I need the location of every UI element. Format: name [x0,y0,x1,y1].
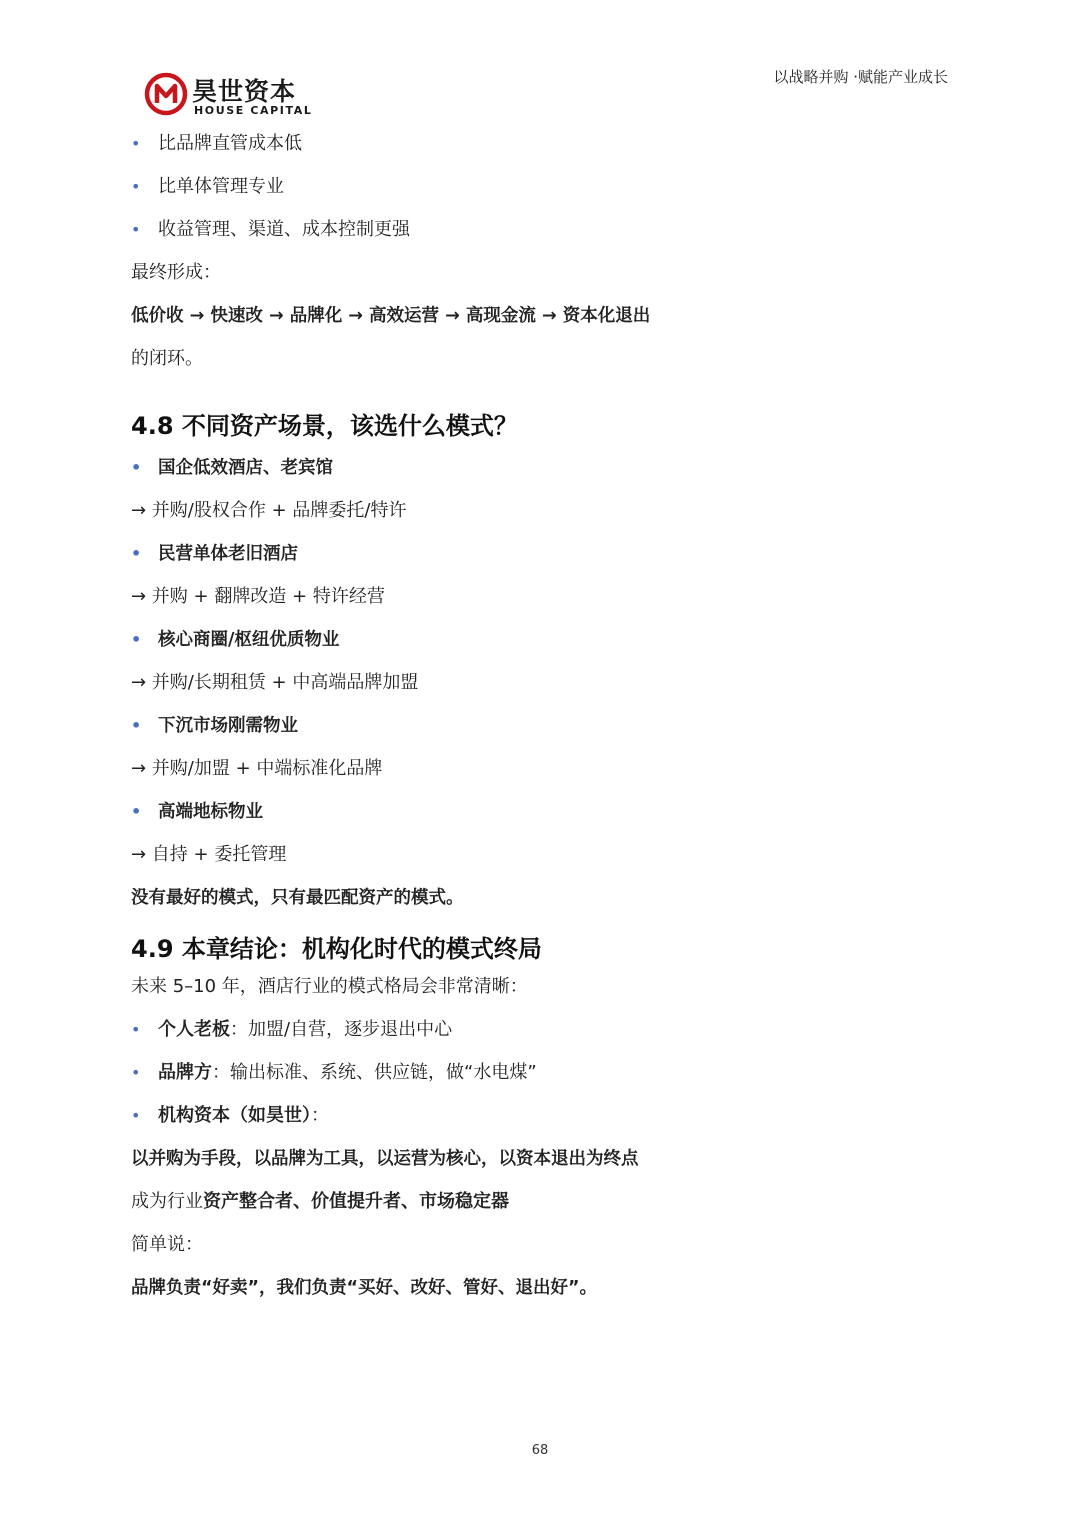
bullet-icon: • [131,220,141,239]
mode-text: → 自持 + 委托管理 [131,844,287,865]
scenario-text: 高端地标物业 [158,802,263,822]
bullet-text: 收益管理、渠道、成本控制更强 [158,219,410,240]
process-chain: 低价收 → 快速改 → 品牌化 → 高效运营 → 高现金流 → 资本化退出 [131,306,651,326]
list-item [131,171,951,214]
summary-label: 简单说： [131,1234,203,1255]
list-item [131,214,951,257]
summary-statement: 品牌负责“好卖”，我们负责“买好、改好、管好、退出好”。 [131,1278,598,1298]
list-item [131,538,951,581]
house-capital-logo-mark-icon [144,72,188,116]
logo-chinese-name: 昊世资本 [192,77,297,106]
bullet-text: 比单体管理专业 [158,176,284,197]
bullet-text: ：输出标准、系统、供应链，做“水电煤” [212,1062,537,1083]
list-item [131,1014,951,1057]
section-4-8-conclusion: 没有最好的模式，只有最匹配资产的模式。 [131,888,464,908]
mode-text: → 并购/加盟 + 中端标准化品牌 [131,758,383,779]
list-item [131,128,951,171]
mode-text: → 并购/长期租赁 + 中高端品牌加盟 [131,672,419,693]
bullet-text: ： [311,1105,329,1126]
bullet-text: ：加盟/自营，逐步退出中心 [230,1019,453,1040]
role-statement [131,1186,951,1229]
page-number: 68 [531,1443,549,1458]
bullet-icon: • [131,1020,141,1039]
bullet-label: 品牌方 [158,1062,212,1083]
section-4-9-lead: 未来 5–10 年，酒店行业的模式格局会非常清晰： [131,976,528,997]
logo-english-name: HOUSE CAPITAL [194,104,313,117]
bullet-icon: • [131,802,142,821]
section-4-9-heading: 4.9 本章结论：机构化时代的模式终局 [131,935,542,963]
bullet-icon: • [131,544,142,563]
bullet-icon: • [131,177,141,196]
list-item [131,452,951,495]
section-4-8-heading: 4.8 不同资产场景，该选什么模式？ [131,412,518,440]
list-item [131,624,951,667]
mode-text: → 并购/股权合作 + 品牌委托/特许 [131,500,407,521]
bullet-icon: • [131,1106,141,1125]
bullet-icon: • [131,716,142,735]
scenario-text: 民营单体老旧酒店 [158,544,298,564]
bullet-icon: • [131,458,142,477]
closing-text: 的闭环。 [131,348,203,369]
bullet-text: 比品牌直管成本低 [158,133,302,154]
role-highlight: 资产整合者、价值提升者、市场稳定器 [203,1191,509,1212]
house-capital-logo [144,70,314,120]
bullet-label: 个人老板 [158,1019,230,1040]
page-content [131,128,951,1315]
scenario-text: 国企低效酒店、老宾馆 [158,458,333,478]
mode-text: → 并购 + 翻牌改造 + 特许经营 [131,586,385,607]
list-item [131,1100,951,1143]
scenario-text: 下沉市场刚需物业 [158,716,298,736]
list-item [131,1057,951,1100]
bullet-icon: • [131,630,142,649]
bullet-icon: • [131,134,141,153]
result-label: 最终形成： [131,262,221,283]
scenario-text: 核心商圈/枢纽优质物业 [158,630,340,650]
role-prefix: 成为行业 [131,1191,203,1212]
header-tagline: 以战略并购 ·赋能产业成长 [773,68,948,86]
bullet-icon: • [131,1063,141,1082]
strategy-statement: 以并购为手段，以品牌为工具，以运营为核心，以资本退出为终点 [131,1149,639,1169]
list-item [131,796,951,839]
list-item [131,710,951,753]
bullet-label: 机构资本（如昊世） [158,1105,311,1126]
